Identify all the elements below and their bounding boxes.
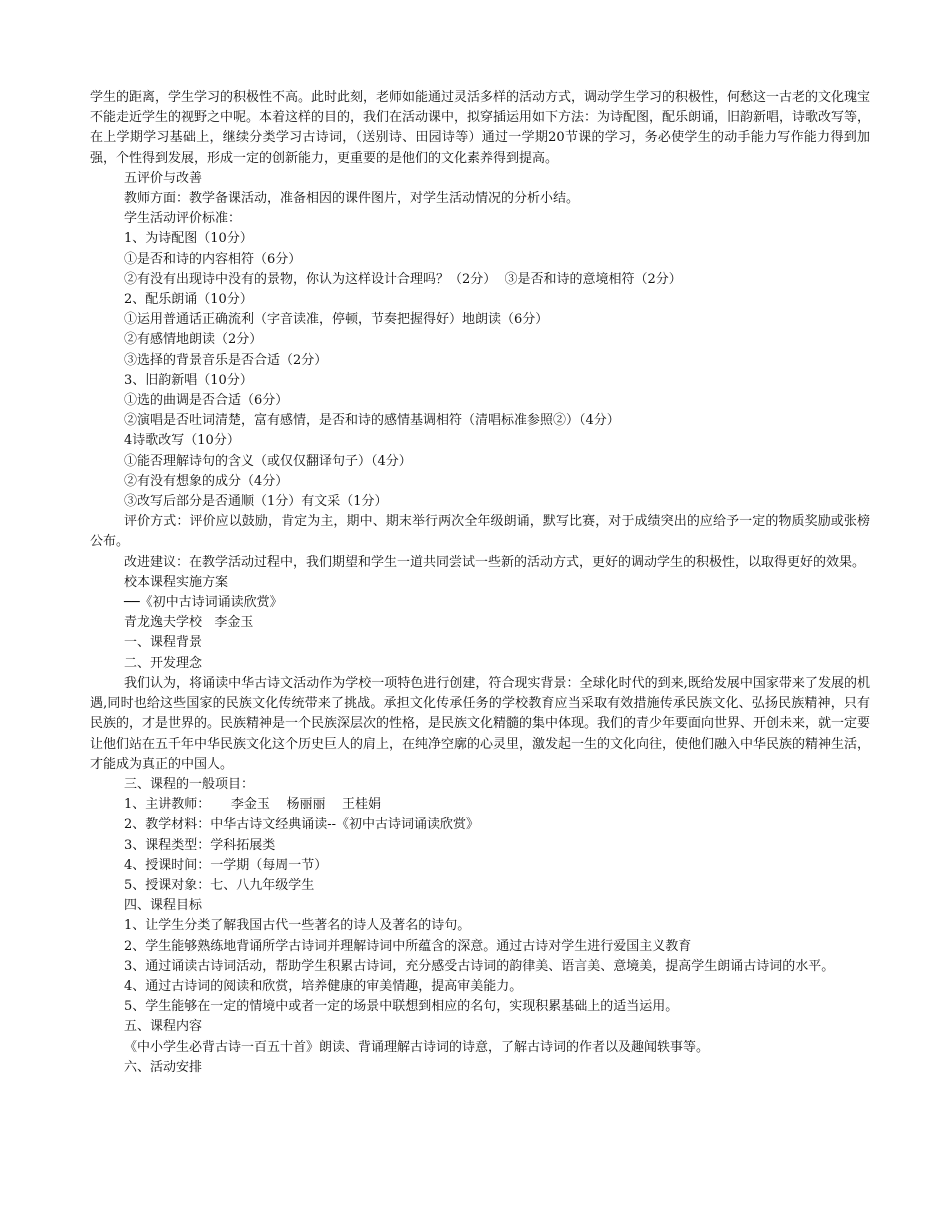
plan-subtitle: ──《初中古诗词诵读欣赏》 [124, 595, 283, 611]
criteria-subitem: ①是否和诗的内容相符（6分） [124, 251, 302, 267]
criteria-subitem: ②有感情地朗读（2分） [124, 332, 263, 348]
goal-item: 2、学生能够熟练地背诵所学古诗词并理解诗词中所蕴含的深意。通过古诗对学生进行爱国主义教育 [124, 938, 692, 954]
criteria-subitem: ①运用普通话正确流利（字音读准，停顿，节奏把握得好）地朗读（6分） [124, 312, 549, 328]
course-item: 4、授课时间：一学期（每周一节） [124, 857, 328, 873]
goal-item: 4、通过古诗词的阅读和欣赏，培养健康的审美情趣，提高审美能力。 [124, 978, 523, 994]
section-heading: 二、开发理念 [124, 655, 203, 671]
paragraph-intro: 学生的距离，学生学习的积极性不高。此时此刻，老师如能通过灵活多样的活动方式，调动学生学习的积极性，何愁这一古老的文化瑰宝不能走近学生的视野之中呢。本着这样的目的，我们在活动课中，拟穿插运用如下方法：为诗配图，配乐朗诵，旧韵新唱，诗歌改写等，在上学期学习基础上，继续分类学习古诗词，（送别诗、田园诗等）通过一学期20节课的学习，务必使学生的动手能力写作能力得到加强，个性得到发展，形成一定的创新能力，更重要的是他们的文化素养得到提高。 [90, 90, 871, 166]
section-heading: 一、课程背景 [124, 635, 203, 651]
paragraph-teacher: 教师方面：教学备课活动，准备相因的课件图片，对学生活动情况的分析小结。 [124, 191, 580, 207]
criteria-item: 1、为诗配图（10分） [124, 231, 253, 247]
paragraph-evaluation-method: 评价方式：评价应以鼓励，肯定为主，期中、期末举行两次全年级朗诵，默写比赛，对于成绩突出的应给予一定的物质奖励或张榜公布。 [90, 514, 870, 550]
criteria-item: 4诗歌改写（10分） [124, 433, 240, 449]
criteria-subitem: ③改写后部分是否通顺（1分）有文采（1分） [124, 494, 388, 510]
section-heading-evaluation: 五评价与改善 [124, 170, 203, 186]
section-heading: 六、活动安排 [124, 1059, 203, 1075]
plan-title: 校本课程实施方案 [124, 574, 229, 590]
plan-author: 青龙逸夫学校 李金玉 [124, 615, 254, 631]
criteria-subitem: ①选的曲调是否合适（6分） [124, 393, 289, 409]
course-item: 5、授课对象：七、八九年级学生 [124, 877, 315, 893]
paragraph-improvement: 改进建议：在教学活动过程中，我们期望和学生一道共同尝试一些新的活动方式，更好的调动学生的积极性，以取得更好的效果。 [124, 554, 866, 570]
paragraph-criteria-title: 学生活动评价标准： [124, 211, 242, 227]
section-heading: 三、课程的一般项目： [124, 776, 255, 792]
goal-item: 1、让学生分类了解我国古代一些著名的诗人及著名的诗句。 [124, 918, 471, 934]
criteria-subitem: ②演唱是否吐词清楚，富有感情，是否和诗的感情基调相符（清唱标准参照②）（4分） [124, 413, 620, 429]
document-page [90, 88, 870, 1078]
criteria-subitem: ②有没有想象的成分（4分） [124, 473, 289, 489]
criteria-item: 2、配乐朗诵（10分） [124, 292, 253, 308]
paragraph-content: 《中小学生必背古诗一百五十首》朗读、背诵理解古诗词的诗意，了解古诗词的作者以及趣闻轶事等。 [124, 1039, 710, 1055]
section-heading: 四、课程目标 [124, 898, 203, 914]
goal-item: 3、通过诵读古诗词活动，帮助学生积累古诗词，充分感受古诗词的韵律美、语言美、意境美，提高学生朗诵古诗词的水平。 [124, 958, 835, 974]
criteria-subitem: ①能否理解诗句的含义（或仅仅翻译句子）（4分） [124, 453, 412, 469]
section-heading: 五、课程内容 [124, 1019, 203, 1035]
course-item: 1、主讲教师： 李金玉 杨丽丽 王桂娟 [124, 797, 381, 813]
course-item: 2、教学材料：中华古诗文经典诵读--《初中古诗词诵读欣赏》 [124, 817, 480, 833]
course-item: 3、课程类型：学科拓展类 [124, 837, 276, 853]
criteria-subitem: ②有没有出现诗中没有的景物，你认为这样设计合理吗？（2分） ③是否和诗的意境相符（2分） [124, 271, 682, 287]
criteria-subitem: ③选择的背景音乐是否合适（2分） [124, 352, 328, 368]
criteria-item: 3、旧韵新唱（10分） [124, 372, 253, 388]
goal-item: 5、学生能够在一定的情境中或者一定的场景中联想到相应的名句，实现积累基础上的适当运用。 [124, 999, 679, 1015]
paragraph-philosophy: 我们认为，将诵读中华古诗文活动作为学校一项特色进行创建，符合现实背景：全球化时代的到来,既给发展中国家带来了发展的机遇,同时也给这些国家的民族文化传统带来了挑战。承担文化传承任务的学校教育应当采取有效措施传承民族文化、弘扬民族精神，只有民族的，才是世界的。民族精神是一个民族深层次的性格，是民族文化精髓的集中体现。我们的青少年要面向世界、开创未来，就一定要让他们站在五千年中华民族文化这个历史巨人的肩上，在纯净空廓的心灵里，激发起一生的文化向往，使他们融入中华民族的精神生活，才能成为真正的中国人。 [90, 675, 871, 772]
